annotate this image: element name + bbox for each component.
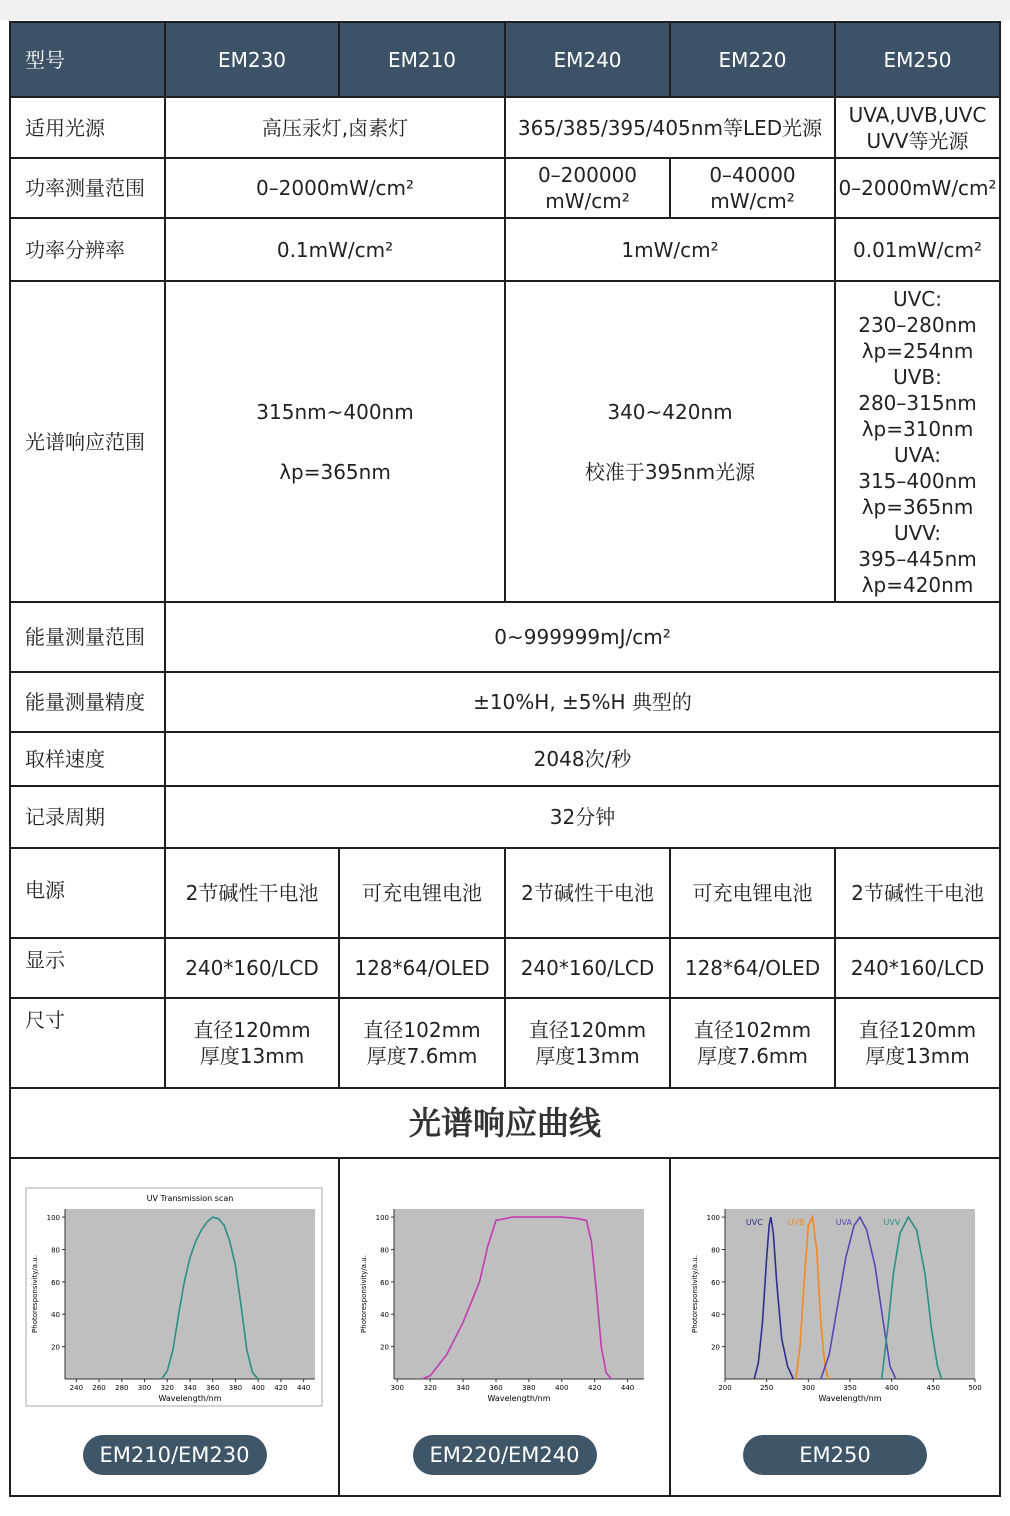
y-tick-label: 80 [51, 1246, 60, 1255]
cell: 240*160/LCD [165, 938, 339, 998]
cell: ±10%H, ±5%H 典型的 [165, 672, 1000, 732]
row-label: 电源 [10, 848, 165, 938]
x-tick-label: 340 [456, 1384, 470, 1392]
x-tick-label: 500 [968, 1384, 982, 1392]
x-tick-label: 420 [587, 1384, 602, 1392]
cell-line: 直径120mm [528, 1018, 647, 1042]
x-tick-label: 400 [884, 1384, 899, 1392]
x-tick-label: 350 [843, 1384, 857, 1392]
row-spectral-range [10, 281, 1000, 602]
x-tick-label: 440 [296, 1384, 311, 1392]
cell-line: mW/cm² [545, 189, 630, 213]
y-tick-label: 40 [51, 1311, 60, 1320]
model-em250: EM250 [835, 22, 1000, 97]
cell-line: mW/cm² [710, 189, 795, 213]
x-tick-label: 320 [160, 1384, 174, 1392]
cell: 2节碱性干电池 [505, 848, 670, 938]
cell-line: 厚度7.6mm [697, 1044, 808, 1068]
plot-area [65, 1209, 315, 1379]
row-label: 显示 [10, 938, 165, 998]
y-tick-label: 40 [711, 1311, 720, 1320]
x-tick-label: 400 [555, 1384, 569, 1392]
row-section-title [10, 1088, 1000, 1158]
section-title: 光谱响应曲线 [10, 1088, 1000, 1158]
cell-line: 校准于395nm光源 [584, 459, 756, 484]
cell: 365/385/395/405nm等LED光源 [505, 97, 835, 158]
row-record [10, 786, 1000, 848]
x-tick-label: 450 [926, 1384, 941, 1392]
y-axis-label: Photoresponsivity/a.u. [31, 1255, 39, 1333]
cell: 0.1mW/cm² [165, 218, 505, 281]
cell: 0–2000mW/cm² [165, 158, 505, 218]
cell-line: λp=420nm [861, 572, 974, 597]
cell: 128*64/OLED [670, 938, 835, 998]
header-label: 型号 [10, 22, 165, 97]
x-axis-label: Wavelength/nm [158, 1394, 222, 1403]
cell [505, 281, 835, 602]
cell: 128*64/OLED [339, 938, 505, 998]
y-tick-label: 20 [380, 1343, 389, 1352]
cell-line: 340~420nm [607, 399, 733, 424]
row-power-range [10, 158, 1000, 218]
x-tick-label: 300 [390, 1384, 404, 1392]
cell-line: 315nm~400nm [256, 399, 414, 424]
cell: 1mW/cm² [505, 218, 835, 281]
cell: 240*160/LCD [835, 938, 1000, 998]
cell-line: 280–315nm [858, 390, 977, 415]
row-light-source [10, 97, 1000, 158]
row-label: 功率分辨率 [10, 218, 165, 281]
model-em210: EM210 [339, 22, 505, 97]
y-tick-label: 80 [711, 1246, 720, 1255]
x-tick-label: 250 [759, 1384, 774, 1392]
cell-line: λp=310nm [861, 416, 974, 441]
chart-em220-em240 [354, 1187, 654, 1413]
y-axis-label: Photoresponsivity/a.u. [360, 1255, 368, 1333]
cell [835, 97, 1000, 158]
x-axis-label: Wavelength/nm [487, 1394, 551, 1403]
cell-line: 230–280nm [858, 312, 977, 337]
cell: 2节碱性干电池 [165, 848, 339, 938]
cell-line: λp=365nm [279, 459, 391, 484]
cell: 0–2000mW/cm² [835, 158, 1000, 218]
cell [835, 281, 1000, 602]
row-display [10, 938, 1000, 998]
cell: 2节碱性干电池 [835, 848, 1000, 938]
x-tick-label: 300 [801, 1384, 816, 1392]
cell-line: 直径102mm [693, 1018, 812, 1042]
row-label: 能量测量范围 [10, 602, 165, 672]
row-power-supply [10, 848, 1000, 938]
row-energy-range [10, 602, 1000, 672]
cell-line: 厚度13mm [865, 1044, 970, 1068]
series-label: UVC [745, 1218, 763, 1228]
model-em230: EM230 [165, 22, 339, 97]
cell-line: 0–40000 [709, 163, 796, 187]
cell: 高压汞灯,卤素灯 [165, 97, 505, 158]
cell-line: 395–445nm [858, 546, 977, 571]
y-tick-label: 40 [380, 1311, 389, 1320]
row-charts [10, 1158, 1000, 1496]
x-tick-label: 400 [251, 1384, 265, 1392]
plot-area [394, 1209, 644, 1379]
y-tick-label: 20 [711, 1343, 720, 1352]
cell [165, 281, 505, 602]
row-label: 取样速度 [10, 732, 165, 786]
x-tick-label: 260 [92, 1384, 106, 1392]
chart-title: UV Transmission scan [146, 1194, 234, 1203]
em250-pill[interactable]: EM250 [743, 1435, 927, 1475]
cell: 可充电锂电池 [339, 848, 505, 938]
cell-line: UVA: [893, 442, 942, 467]
cell-line: UVB: [893, 364, 942, 389]
cell: 240*160/LCD [505, 938, 670, 998]
y-tick-label: 60 [711, 1278, 720, 1287]
cell-line: UVC: [892, 286, 943, 311]
cell-line: 厚度7.6mm [366, 1044, 478, 1068]
row-label: 适用光源 [10, 97, 165, 158]
x-tick-label: 280 [115, 1384, 129, 1392]
row-power-resolution [10, 218, 1000, 281]
row-label: 尺寸 [10, 998, 165, 1088]
series-label: UVB [787, 1218, 805, 1228]
row-label: 能量测量精度 [10, 672, 165, 732]
cell [670, 998, 835, 1088]
y-tick-label: 100 [706, 1214, 720, 1223]
model-em220: EM220 [670, 22, 835, 97]
x-tick-label: 300 [137, 1384, 152, 1392]
cell-line: 厚度13mm [199, 1044, 305, 1068]
em220-em240-pill[interactable]: EM220/EM240 [413, 1435, 597, 1475]
cell: 0.01mW/cm² [835, 218, 1000, 281]
x-tick-label: 380 [522, 1384, 536, 1392]
x-tick-label: 320 [423, 1384, 437, 1392]
x-axis-label: Wavelength/nm [818, 1394, 882, 1403]
cell [835, 998, 1000, 1088]
x-tick-label: 440 [620, 1384, 635, 1392]
x-tick-label: 420 [274, 1384, 288, 1392]
cell-line: 直径120mm [193, 1018, 311, 1042]
row-label: 功率测量范围 [10, 158, 165, 218]
x-tick-label: 340 [183, 1384, 197, 1392]
cell [670, 158, 835, 218]
y-axis-label: Photoresponsivity/a.u. [691, 1255, 699, 1333]
x-tick-label: 360 [489, 1384, 503, 1392]
chart-em210-em230 [25, 1187, 325, 1413]
y-tick-label: 100 [46, 1214, 60, 1223]
chart-cell-2 [339, 1158, 670, 1496]
cell-line: 315–400nm [858, 468, 977, 493]
cell [505, 998, 670, 1088]
row-label: 光谱响应范围 [10, 281, 165, 602]
cell-line: 直径120mm [858, 1018, 977, 1042]
y-tick-label: 100 [375, 1214, 389, 1223]
row-energy-accuracy [10, 672, 1000, 732]
y-tick-label: 80 [380, 1246, 389, 1255]
y-tick-label: 20 [51, 1343, 60, 1352]
spec-table [9, 21, 1001, 1497]
cell-line: 直径102mm [363, 1018, 481, 1042]
chart-cell-3 [670, 1158, 1000, 1496]
cell [505, 158, 670, 218]
y-tick-label: 60 [51, 1278, 60, 1287]
y-tick-label: 60 [380, 1278, 389, 1287]
row-sampling [10, 732, 1000, 786]
series-label: UVA [835, 1218, 852, 1228]
cell: 32分钟 [165, 786, 1000, 848]
x-tick-label: 240 [69, 1384, 84, 1392]
cell [165, 998, 339, 1088]
cell: 可充电锂电池 [670, 848, 835, 938]
cell: 2048次/秒 [165, 732, 1000, 786]
series-label: UVV [883, 1218, 901, 1228]
chart-cell-1 [10, 1158, 339, 1496]
x-tick-label: 360 [206, 1384, 220, 1392]
cell: 0~999999mJ/cm² [165, 602, 1000, 672]
cell-line: λp=254nm [861, 338, 974, 363]
cell-line: λp=365nm [861, 494, 974, 519]
top-strip [0, 0, 1010, 20]
row-label: 记录周期 [10, 786, 165, 848]
x-tick-label: 200 [718, 1384, 732, 1392]
cell [339, 998, 505, 1088]
cell-line: 0–200000 [537, 163, 638, 187]
chart-em250 [685, 1187, 985, 1413]
cell-line: UVV等光源 [866, 128, 969, 153]
cell-line: 厚度13mm [535, 1044, 640, 1068]
row-size [10, 998, 1000, 1088]
em210-em230-pill[interactable]: EM210/EM230 [83, 1435, 267, 1475]
plot-area [725, 1209, 975, 1379]
cell-line: UVA,UVB,UVC [848, 102, 987, 127]
x-tick-label: 380 [228, 1384, 243, 1392]
header-row [10, 22, 1000, 97]
cell-line: UVV: [893, 520, 942, 545]
model-em240: EM240 [505, 22, 670, 97]
